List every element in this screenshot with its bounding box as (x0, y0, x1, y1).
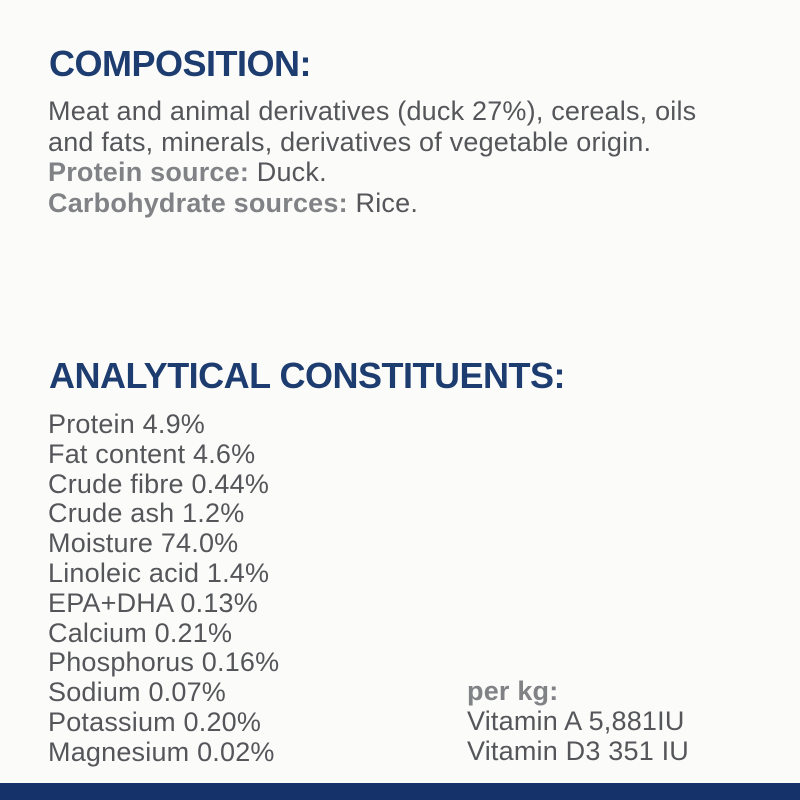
protein-source-value: Duck. (256, 157, 327, 187)
per-kg-label: per kg: (467, 676, 559, 706)
analytical-item-magnesium: Magnesium 0.02% (48, 736, 275, 767)
analytical-constituents-heading: ANALYTICAL CONSTITUENTS: (49, 355, 566, 396)
analytical-item-sodium: Sodium 0.07% (48, 677, 227, 708)
carbohydrate-sources-label: Carbohydrate sources: (48, 187, 348, 218)
analytical-item-moisture: Moisture 74.0% (48, 528, 239, 559)
protein-source-line (48, 157, 696, 188)
analytical-item-calcium: Calcium 0.21% (48, 617, 233, 648)
analytical-item-phosphorus: Phosphorus 0.16% (48, 647, 280, 678)
composition-body-line-1: Meat and animal derivatives (duck 27%), cereals, oils (48, 96, 697, 126)
per-kg-block (467, 677, 689, 766)
protein-source-label: Protein source: (48, 157, 250, 187)
analytical-item-crude-ash: Crude ash 1.2% (48, 498, 245, 529)
composition-body (48, 96, 696, 218)
analytical-item-linoleic-acid: Linoleic acid 1.4% (48, 557, 270, 588)
composition-heading: COMPOSITION: (49, 43, 311, 84)
bottom-navy-bar (0, 783, 800, 800)
carbohydrate-sources-line (48, 188, 696, 219)
analytical-item-crude-fibre: Crude fibre 0.44% (48, 468, 270, 499)
analytical-item-potassium: Potassium 0.20% (48, 706, 262, 737)
analytical-item-protein: Protein 4.9% (48, 409, 205, 439)
analytical-item-fat-content: Fat content 4.6% (48, 438, 256, 469)
analytical-constituents-list (48, 410, 279, 768)
per-kg-item-vitamin-a: Vitamin A 5,881IU (467, 705, 685, 736)
analytical-item-epa-dha: EPA+DHA 0.13% (48, 587, 258, 618)
per-kg-item-vitamin-d3: Vitamin D3 351 IU (467, 735, 690, 766)
composition-body-line-2: and fats, minerals, derivatives of vegetable origin. (48, 126, 652, 157)
carbohydrate-sources-value: Rice. (355, 187, 419, 218)
